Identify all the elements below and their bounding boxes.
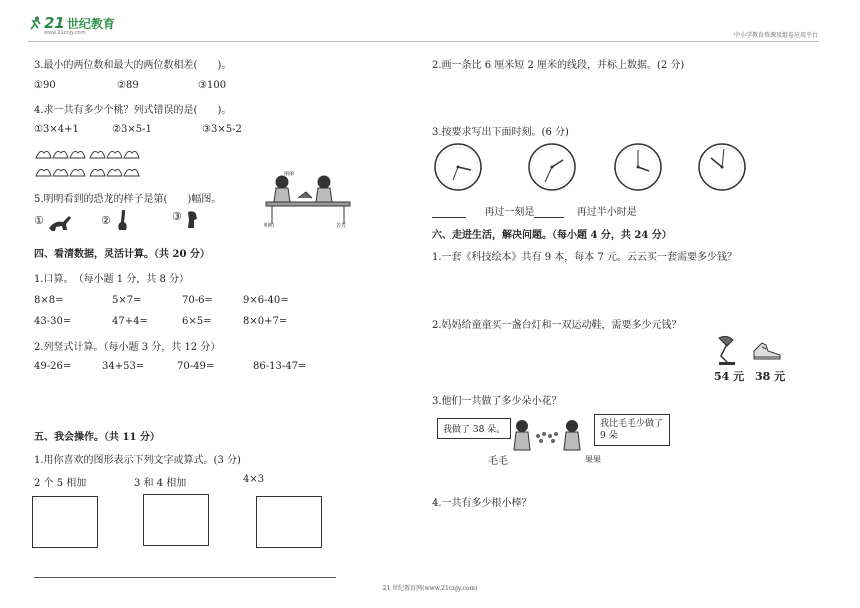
- answer-box-1[interactable]: [32, 496, 98, 548]
- shape-item-1: 2 个 5 相加: [34, 478, 87, 489]
- answer-box-2[interactable]: [143, 494, 209, 546]
- oral-4: 9×6-40=: [243, 295, 289, 306]
- logo-url: www.21cnjy.com: [44, 30, 86, 36]
- oral-8: 8×0+7=: [243, 316, 288, 327]
- price-shoe: 38 元: [755, 370, 786, 383]
- dino-label-2: ②: [101, 214, 111, 227]
- section-4-sub-2: 2.列竖式计算。（每小题 3 分，共 12 分）: [34, 342, 221, 353]
- child-name-maomao: 毛毛: [488, 456, 508, 467]
- question-3: 3.最小的两位数和最大的两位数相差( )。: [34, 60, 232, 71]
- dinosaur-1-icon: [47, 214, 75, 232]
- vertical-4: 86-13-47=: [253, 361, 307, 372]
- section-5-sub-1: 1.用你喜欢的图形表示下列文字或算式。(3 分): [34, 455, 241, 466]
- oral-6: 47+4=: [112, 316, 148, 327]
- q4-option-2: ②3×5-1: [112, 124, 152, 135]
- clock-icon: [433, 142, 483, 192]
- runner-logo-icon: [28, 16, 42, 30]
- section-6-title: 六、走进生活，解决问题。（每小题 4 分，共 24 分）: [432, 230, 672, 241]
- question-right-2: 2.画一条比 6 厘米短 2 厘米的线段，并标上数据。(2 分): [432, 60, 685, 71]
- problem-4: 4.一共有多少根小棒？: [432, 498, 532, 509]
- peaches-illustration: [34, 145, 144, 179]
- shape-item-3: 4×3: [243, 474, 265, 485]
- footer-divider: [34, 577, 336, 578]
- section-5-title: 五、我会操作。（共 11 分）: [34, 432, 160, 443]
- shape-item-2: 3 和 4 相加: [134, 478, 187, 489]
- q3-option-2: ②89: [117, 80, 139, 91]
- blank-2[interactable]: [534, 208, 564, 218]
- header-divider: [28, 41, 818, 42]
- q3-option-1: ①90: [34, 80, 56, 91]
- logo-mark: 21: [44, 14, 65, 32]
- question-5: 5.明明看到的恐龙的样子是第( )幅图。: [34, 194, 222, 205]
- oral-2: 5×7=: [112, 295, 142, 306]
- kids-table-illustration: [262, 170, 354, 226]
- oral-1: 8×8=: [34, 295, 64, 306]
- clock-answer-line: [432, 203, 637, 218]
- clock-text-b: 再过半小时是: [576, 207, 637, 218]
- pic-label-lili: 丽丽: [284, 171, 295, 177]
- clock-icon: [697, 142, 747, 192]
- bubble-left-text: 我做了 38 朵。: [443, 425, 506, 435]
- header-platform-text: 中小学教育资源及组卷应用平台: [733, 32, 818, 39]
- pic-label-fangfang: 芳芳: [336, 223, 347, 229]
- children-making-flowers-illustration: [508, 416, 588, 456]
- price-lamp: 54 元: [714, 370, 745, 383]
- oral-3: 70-6=: [182, 295, 213, 306]
- dino-label-1: ①: [34, 214, 44, 227]
- vertical-1: 49-26=: [34, 361, 72, 372]
- question-4: 4.求一共有多少个桃？列式错误的是( )。: [34, 105, 232, 116]
- q3-option-3: ③100: [198, 80, 227, 91]
- vertical-2: 34+53=: [102, 361, 145, 372]
- child-name-guoguo: 果果: [585, 455, 601, 464]
- answer-box-3[interactable]: [256, 496, 322, 548]
- dino-label-3: ③: [172, 210, 182, 223]
- footer-text: 21 世纪教育网(www.21cnjy.com): [382, 585, 478, 592]
- speech-bubble-left: [437, 418, 511, 439]
- sneakers-icon: [752, 337, 782, 363]
- q4-option-1: ①3×4+1: [34, 124, 79, 135]
- clock-icon: [613, 142, 663, 192]
- desk-lamp-icon: [713, 334, 741, 366]
- dinosaur-3-icon: [184, 210, 200, 230]
- dinosaur-2-icon: [116, 208, 130, 232]
- problem-3: 3.他们一共做了多少朵小花？: [432, 396, 562, 407]
- q4-option-3: ③3×5-2: [202, 124, 242, 135]
- vertical-3: 70-49=: [177, 361, 215, 372]
- clock-text-a: 再过一刻是: [484, 207, 535, 218]
- problem-1: 1.一套《科技绘本》共有 9 本，每本 7 元。云云买一套需要多少钱？: [432, 252, 737, 263]
- section-4-title: 四、看清数据，灵活计算。（共 20 分）: [34, 249, 210, 260]
- section-4-sub-1: 1.口算。 （每小题 1 分，共 8 分）: [34, 274, 189, 285]
- speech-bubble-right: [594, 414, 670, 446]
- problem-2: 2.妈妈给童童买一盏台灯和一双运动鞋，需要多少元钱？: [432, 320, 682, 331]
- bubble-right-text: 我比毛毛少做了 9 朵: [600, 419, 664, 441]
- blank-1[interactable]: [432, 208, 466, 218]
- oral-7: 6×5=: [182, 316, 212, 327]
- pic-label-mingming: 明明: [264, 223, 275, 229]
- oral-5: 43-30=: [34, 316, 72, 327]
- logo-text: 世纪教育: [66, 16, 115, 31]
- clock-icon: [527, 142, 577, 192]
- question-right-3: 3.按要求写出下面时刻。(6 分): [432, 127, 569, 138]
